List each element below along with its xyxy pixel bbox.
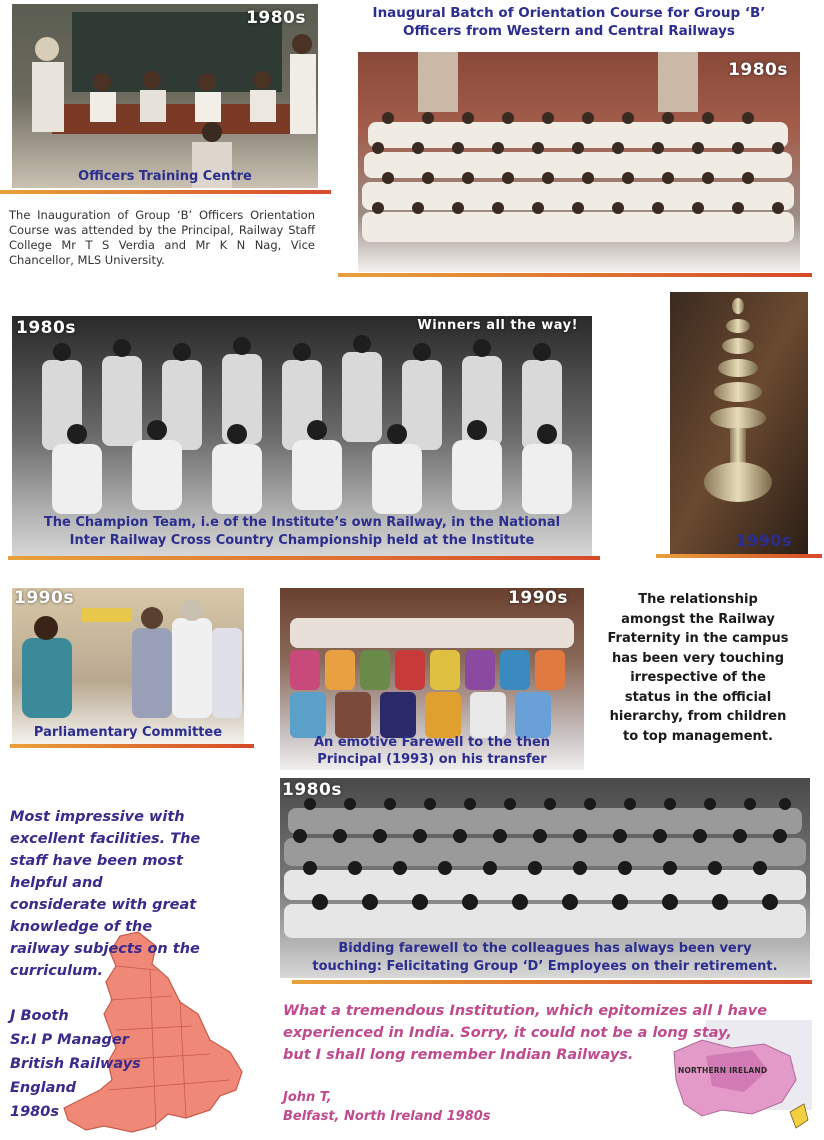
photo-caption-line1: An emotive Farewell to the then xyxy=(313,735,551,750)
relationship-line: Fraternity in the campus xyxy=(607,631,789,646)
photo-caption-line1: The Champion Team, i.e of the Institute’s own Railway, in the National xyxy=(43,515,561,530)
quote-line: helpful and xyxy=(10,875,103,891)
quote-line: What a tremendous Institution, which epitomizes all I have xyxy=(283,1003,768,1019)
quote-line: experienced in India. Sorry, it could not be a long stay, xyxy=(283,1025,732,1041)
photo-officers-training-image xyxy=(12,4,318,188)
author-line: Sr.I P Manager xyxy=(10,1032,129,1048)
decade-badge: 1980s xyxy=(282,780,342,800)
author-line: Belfast, North Ireland 1980s xyxy=(283,1109,491,1124)
divider-bar xyxy=(292,980,812,984)
divider-bar xyxy=(10,744,254,748)
author-line: British Railways xyxy=(10,1056,141,1072)
photo-caption-line2: Principal (1993) on his transfer xyxy=(317,752,547,767)
photo-group-d xyxy=(280,778,810,978)
photo-parliamentary-image xyxy=(12,588,244,744)
photo-caption-line2: touching: Felicitating Group ‘D’ Employees on their retirement. xyxy=(312,959,778,974)
inaugural-title xyxy=(340,4,798,40)
ireland-map-label: NORTHERN IRELAND xyxy=(678,1066,768,1075)
relationship-line: status in the official xyxy=(624,689,772,705)
quote-line: Most impressive with xyxy=(10,809,185,825)
photo-inaugural-batch xyxy=(358,52,800,272)
photo-caption: Officers Training Centre xyxy=(78,169,252,184)
decade-badge: 1990s xyxy=(508,588,568,608)
decade-badge: 1980s xyxy=(246,8,306,28)
photo-lamp xyxy=(670,292,808,554)
quote-line: curriculum. xyxy=(10,963,104,979)
photo-caption-line2: Inter Railway Cross Country Championship held at the Institute xyxy=(69,533,535,548)
quote-line: staff have been most xyxy=(10,853,183,869)
relationship-line: irrespective of the xyxy=(630,670,766,685)
divider-bar xyxy=(656,554,822,558)
photo-inaugural-batch-image xyxy=(358,52,800,272)
decade-badge: 1990s xyxy=(735,531,792,550)
photo-officers-training xyxy=(12,4,318,188)
inaugural-title-line2: Officers from Western and Central Railways xyxy=(403,23,735,39)
relationship-line: The relationship xyxy=(638,592,758,607)
decade-badge: 1990s xyxy=(14,588,74,608)
divider-bar xyxy=(338,273,812,277)
quote-line: but I shall long remember Indian Railways. xyxy=(283,1047,634,1063)
quote-booth-author xyxy=(10,1004,150,1124)
decade-badge: 1980s xyxy=(16,318,76,338)
relationship-line: to top management. xyxy=(623,728,773,744)
quote-john xyxy=(283,1000,803,1066)
photo-champion-team xyxy=(12,316,592,556)
divider-bar xyxy=(8,556,600,560)
relationship-line: has been very touching xyxy=(611,650,785,666)
quote-line: railway subjects on the xyxy=(10,941,200,957)
quote-line: excellent facilities. The xyxy=(10,831,201,847)
photo-parliamentary xyxy=(12,588,244,744)
photo-farewell-principal xyxy=(280,588,584,770)
divider-bar xyxy=(0,190,331,194)
author-line: 1980s xyxy=(10,1104,59,1120)
photo-caption xyxy=(280,734,584,768)
photo-lamp-image xyxy=(670,292,808,554)
relationship-line: amongst the Railway xyxy=(621,611,775,627)
quote-booth xyxy=(10,806,230,982)
author-line: John T, xyxy=(283,1090,332,1105)
photo-caption xyxy=(12,514,592,550)
photo-subtitle: Winners all the way! xyxy=(417,318,578,333)
author-line: England xyxy=(10,1080,77,1096)
relationship-line: hierarchy, from children xyxy=(609,709,787,724)
photo-caption-line1: Bidding farewell to the colleagues has always been very xyxy=(338,941,752,956)
photo-caption xyxy=(280,940,810,976)
decade-badge: 1980s xyxy=(728,60,788,80)
relationship-text xyxy=(598,590,798,746)
author-line: J Booth xyxy=(10,1008,69,1024)
inauguration-text: The Inauguration of Group ‘B’ Officers Orientation Course was attended by the Principal, Railway Staff College Mr T S Verdia and Mr K N Nag, Vice Chancellor, MLS University. xyxy=(9,208,315,267)
quote-line: considerate with great xyxy=(10,897,197,913)
quote-line: knowledge of the xyxy=(10,919,153,935)
photo-caption: Parliamentary Committee xyxy=(33,725,223,740)
inaugural-title-line1: Inaugural Batch of Orientation Course for Group ‘B’ xyxy=(372,5,766,21)
quote-john-author xyxy=(283,1088,583,1126)
